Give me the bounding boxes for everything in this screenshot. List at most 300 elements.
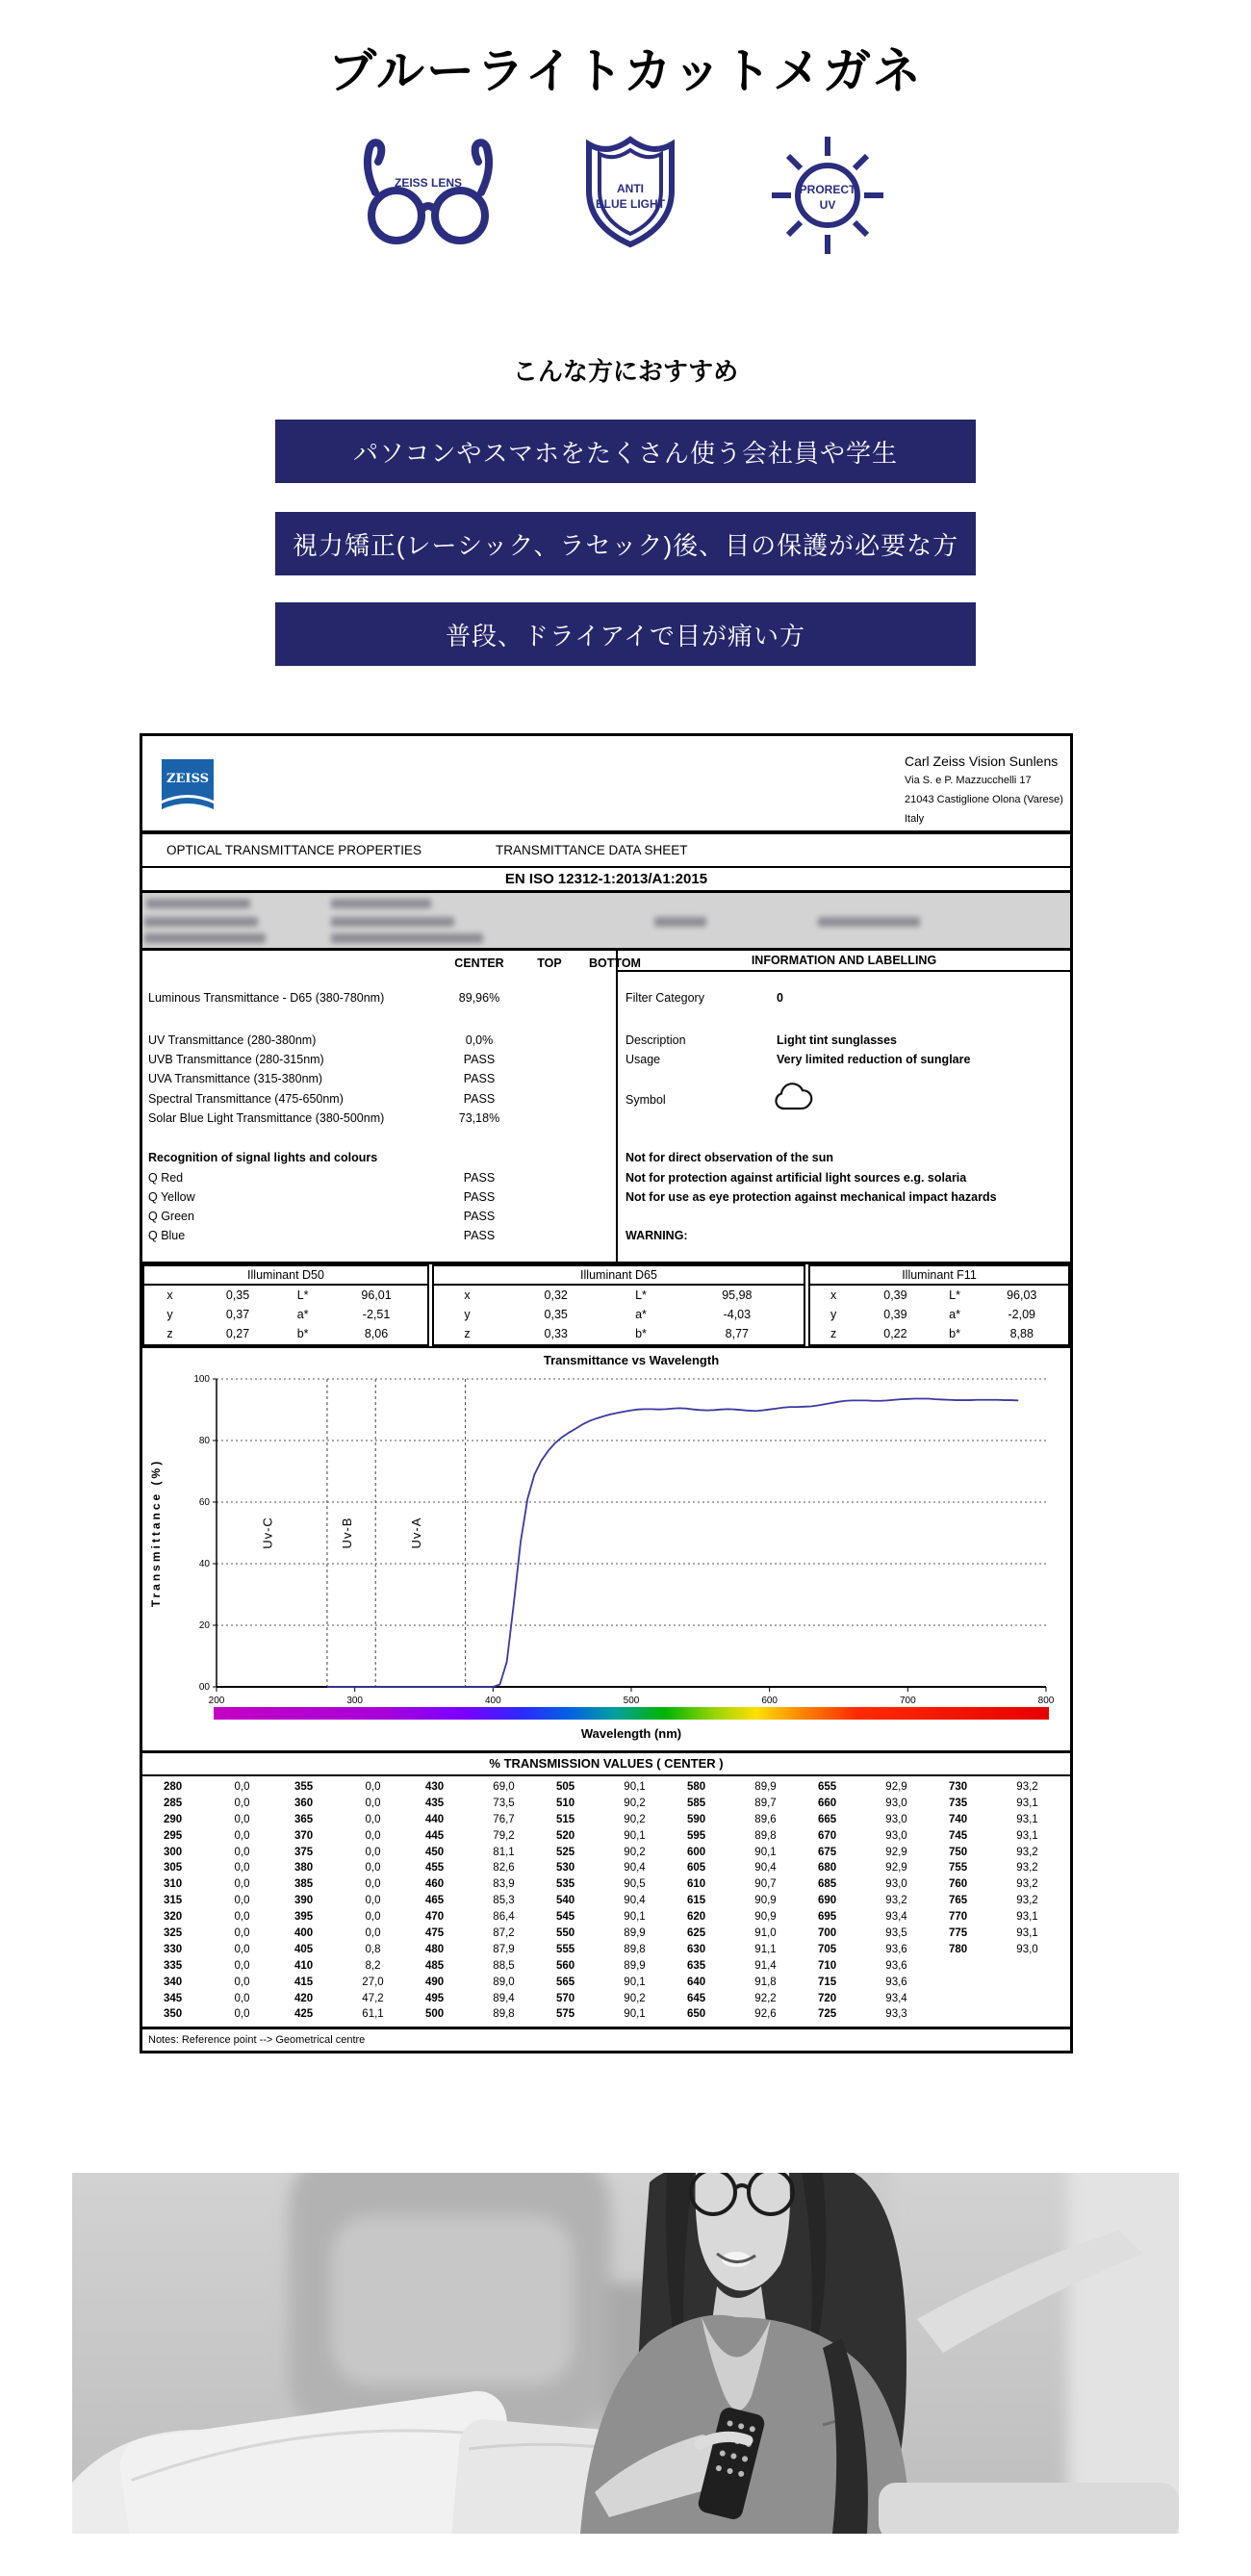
page-title: ブルーライトカットメガネ (328, 44, 923, 98)
transmission-cell: 93,3 (885, 2008, 907, 2021)
transmission-values-table (142, 1776, 1070, 2029)
transmission-cell: 0,0 (234, 2008, 250, 2021)
illuminant-cell: L* (635, 1288, 647, 1302)
wavelength-cell: 585 (687, 1797, 706, 1809)
svg-text:200: 200 (208, 1696, 225, 1706)
transmission-cell: 93,0 (885, 1813, 907, 1825)
svg-text:20: 20 (198, 1620, 210, 1631)
wavelength-cell: 550 (556, 1927, 575, 1940)
transmission-cell: 0,0 (365, 1878, 381, 1891)
transmission-cell: 0,0 (234, 1781, 250, 1793)
illuminant-cell: -2,51 (362, 1308, 391, 1321)
transmission-cell: 90,7 (754, 1878, 777, 1891)
transmission-cell: 93,1 (1016, 1829, 1038, 1842)
illuminant-table-d65: Illuminant D65 x 0,32 L* 95,98 y 0,35 a* -4,03 z 0,33 b* 8,77 (432, 1264, 805, 1346)
illuminant-table-d50: Illuminant D50 x 0,35 L* 96,01 y 0,37 a* -2,51 z 0,27 b* 8,06 (142, 1264, 429, 1346)
transmission-cell: 90,4 (624, 1895, 646, 1907)
wavelength-cell: 590 (687, 1813, 706, 1825)
illuminant-tables (142, 1262, 1070, 1348)
wavelength-cell: 285 (164, 1797, 183, 1809)
illuminant-cell: a* (296, 1308, 309, 1321)
illuminant-cell: 0,39 (883, 1308, 907, 1321)
transmission-cell: 0,0 (365, 1846, 381, 1858)
transmission-cell: 93,4 (885, 1911, 907, 1924)
transmission-cell: 0,0 (365, 1813, 381, 1825)
wavelength-cell: 320 (164, 1911, 183, 1924)
svg-text:300: 300 (346, 1696, 364, 1706)
wavelength-cell (939, 1993, 984, 2009)
wavelength-cell: 665 (818, 1813, 837, 1825)
transmission-cell: 90,9 (754, 1895, 777, 1907)
wavelength-cell: 390 (294, 1895, 314, 1907)
wavelength-cell: 510 (556, 1797, 575, 1809)
wavelength-cell: 650 (687, 2008, 706, 2021)
wavelength-cell: 360 (294, 1797, 314, 1809)
illuminant-cell: 96,01 (361, 1288, 392, 1302)
illuminant-cell: 0,39 (883, 1288, 907, 1302)
wavelength-cell: 730 (949, 1781, 968, 1793)
wavelength-cell: 330 (164, 1943, 183, 1955)
optical-properties-panel (142, 951, 1070, 1262)
transmission-cell: 0,0 (234, 1911, 250, 1924)
illuminant-cell: 0,35 (544, 1308, 568, 1321)
wavelength-cell: 545 (556, 1911, 575, 1924)
svg-text:100: 100 (193, 1374, 210, 1385)
transmission-cell: 83,9 (493, 1878, 515, 1891)
transmission-cell: 93,1 (1016, 1911, 1038, 1924)
wavelength-cell: 685 (818, 1878, 837, 1891)
transmission-cell: 90,1 (624, 1911, 646, 1924)
transmission-cell: 76,7 (493, 1813, 515, 1825)
illuminant-cell: 96,03 (1007, 1288, 1037, 1302)
transmission-cell: 90,9 (754, 1911, 777, 1924)
transmission-cell: 0,0 (234, 1992, 250, 2004)
illuminant-cell: 0,35 (225, 1288, 250, 1302)
illuminant-cell: z (166, 1327, 173, 1340)
transmission-cell: 93,5 (885, 1927, 907, 1940)
information-labelling-panel: INFORMATION AND LABELLING Filter Category 0 Description Light tint sunglasses Usage Very limited reduction of sunglare Symbol Not for direct observation of the sun Not for protection against artificial light sources e.g. solaria Not for use as eye protection against mechanical impact hazards WARNING: (616, 951, 1070, 1262)
wavelength-cell: 560 (556, 1959, 575, 1972)
wavelength-cell: 380 (294, 1862, 314, 1875)
wavelength-cell: 710 (818, 1959, 837, 1972)
wavelength-cell: 335 (164, 1959, 183, 1972)
company-address (905, 752, 1073, 829)
wavelength-cell: 370 (294, 1829, 314, 1842)
wavelength-cell: 450 (425, 1846, 445, 1858)
transmission-cell: 90,1 (624, 2008, 646, 2021)
illuminant-cell: 0,37 (225, 1308, 250, 1321)
signal-row: Q Yellow PASS (148, 1190, 496, 1204)
wavelength-cell: 635 (687, 1959, 706, 1972)
wavelength-cell: 780 (949, 1943, 968, 1955)
sun-label-line1: PRORECT (799, 183, 856, 196)
wavelength-cell: 470 (425, 1911, 445, 1924)
transmission-cell: 0,8 (365, 1943, 381, 1955)
wavelength-cell (939, 1960, 984, 1977)
illuminant-cell: 0,33 (544, 1327, 568, 1340)
wavelength-cell: 775 (949, 1927, 968, 1940)
transmission-cell: 90,1 (624, 1781, 646, 1793)
transmission-cell: 93,0 (885, 1878, 907, 1891)
wavelength-cell: 290 (164, 1813, 183, 1825)
wavelength-cell: 715 (818, 1976, 837, 1988)
datasheet-notes: Notes: Reference point --> Geometrical centre (148, 2034, 366, 2046)
svg-text:Transmittance vs Wavelength: Transmittance vs Wavelength (543, 1353, 720, 1367)
svg-text:Transmittance (%): Transmittance (%) (149, 1458, 163, 1608)
transmission-cell: 92,2 (754, 1992, 777, 2004)
transmission-cell: 86,4 (493, 1911, 515, 1924)
property-row: Spectral Transmittance (475-650nm) PASS (148, 1092, 496, 1106)
wavelength-cell: 365 (294, 1813, 314, 1825)
svg-text:400: 400 (484, 1696, 501, 1706)
transmission-cell: 93,2 (885, 1895, 907, 1907)
transmission-cell: 82,6 (493, 1862, 515, 1875)
illuminant-cell: 8,77 (725, 1327, 750, 1340)
col-header-bottom: BOTTOM (589, 956, 641, 970)
transmission-cell: 90,2 (624, 1813, 646, 1825)
information-labelling-heading: INFORMATION AND LABELLING (618, 951, 1070, 972)
wavelength-cell: 430 (425, 1781, 445, 1793)
transmission-cell: 93,2 (1016, 1862, 1038, 1875)
property-row: UVB Transmittance (280-315nm) PASS (148, 1053, 496, 1066)
wavelength-cell: 575 (556, 2008, 575, 2021)
illuminant-cell: 0,27 (225, 1327, 250, 1340)
svg-text:00: 00 (198, 1682, 210, 1693)
transmission-cell: 89,6 (754, 1813, 777, 1825)
wavelength-cell: 740 (949, 1813, 968, 1825)
transmission-values-heading: % TRANSMISSION VALUES ( CENTER ) (142, 1753, 1070, 1776)
transmission-cell: 0,0 (234, 1829, 250, 1842)
svg-text:Uv-B: Uv-B (340, 1517, 355, 1549)
svg-text:60: 60 (198, 1497, 210, 1508)
transmission-cell: 89,8 (754, 1829, 777, 1842)
wavelength-cell: 625 (687, 1927, 706, 1940)
svg-text:80: 80 (198, 1436, 210, 1446)
transmission-cell: 0,0 (365, 1781, 381, 1793)
wavelength-cell: 675 (818, 1846, 837, 1858)
transmission-cell: 91,4 (754, 1959, 777, 1972)
illuminant-cell: b* (635, 1327, 647, 1340)
recommend-banner-1: パソコンやスマホをたくさん使う会社員や学生 (275, 420, 976, 483)
datasheet-section-titles (142, 834, 1070, 868)
wavelength-cell: 310 (164, 1878, 183, 1891)
wavelength-cell: 660 (818, 1797, 837, 1809)
transmission-cell: 0,0 (365, 1927, 381, 1940)
wavelength-cell: 340 (164, 1976, 183, 1988)
transmission-cell: 93,4 (885, 1992, 907, 2004)
wavelength-cell: 410 (294, 1959, 314, 1972)
wavelength-cell: 595 (687, 1829, 706, 1842)
transmission-cell: 87,9 (493, 1943, 515, 1955)
wavelength-cell: 745 (949, 1829, 968, 1842)
standard-title: EN ISO 12312-1:2013/A1:2015 (142, 868, 1070, 893)
transmission-cell: 90,4 (754, 1862, 777, 1875)
wavelength-cell: 480 (425, 1943, 445, 1955)
signal-row: Q Blue PASS (148, 1229, 496, 1242)
wavelength-cell: 475 (425, 1927, 445, 1940)
transmission-cell: 89,9 (624, 1959, 646, 1972)
wavelength-cell: 645 (687, 1992, 706, 2004)
wavelength-cell: 750 (949, 1846, 968, 1858)
signals-heading: Recognition of signal lights and colours (148, 1151, 378, 1164)
transmission-cell: 0,0 (234, 1976, 250, 1988)
wavelength-cell: 350 (164, 2008, 183, 2021)
wavelength-cell: 720 (818, 1992, 837, 2004)
wavelength-cell: 445 (425, 1829, 445, 1842)
wavelength-cell: 640 (687, 1976, 706, 1988)
wavelength-cell: 705 (818, 1943, 837, 1955)
transmission-cell: 92,9 (885, 1862, 907, 1875)
transmission-cell: 93,0 (885, 1829, 907, 1842)
wavelength-cell: 400 (294, 1927, 314, 1940)
wavelength-cell: 305 (164, 1862, 183, 1875)
shield-label-line1: ANTI (617, 182, 644, 195)
svg-text:700: 700 (899, 1696, 916, 1706)
transmission-cell: 90,5 (624, 1878, 646, 1891)
transmission-cell (984, 1977, 1070, 1993)
col-header-center: CENTER (454, 956, 504, 970)
transmission-cell: 90,2 (624, 1797, 646, 1809)
transmission-cell: 0,0 (234, 1878, 250, 1891)
wavelength-cell: 500 (425, 2008, 445, 2021)
transmission-cell: 93,0 (1016, 1943, 1038, 1955)
wavelength-cell: 415 (294, 1976, 314, 1988)
wavelength-cell: 580 (687, 1781, 706, 1793)
transmission-cell: 0,0 (365, 1895, 381, 1907)
wavelength-cell: 535 (556, 1878, 575, 1891)
wavelength-cell: 615 (687, 1895, 706, 1907)
transmission-cell (984, 2008, 1070, 2025)
illuminant-cell: y (830, 1308, 837, 1321)
wavelength-cell: 765 (949, 1895, 968, 1907)
transmission-cell: 93,6 (885, 1943, 907, 1955)
notice-line: Not for direct observation of the sun (626, 1151, 833, 1164)
transmission-cell: 93,1 (1016, 1797, 1038, 1809)
wavelength-cell: 355 (294, 1781, 314, 1793)
transmission-cell: 93,2 (1016, 1878, 1038, 1891)
wavelength-cell: 520 (556, 1829, 575, 1842)
company-address-line2: 21043 Castiglione Olona (Varese) (905, 794, 1063, 805)
shield-label-line2: BLUE LIGHT (596, 197, 665, 211)
transmission-cell: 91,0 (754, 1927, 777, 1940)
transmission-cell: 92,9 (885, 1846, 907, 1858)
wavelength-cell: 695 (818, 1911, 837, 1924)
zeiss-logo-text: ZEISS (166, 772, 209, 786)
property-row: Solar Blue Light Transmittance (380-500nm) 73,18% (148, 1111, 500, 1125)
col-header-top: TOP (537, 956, 562, 970)
transmission-cell: 92,6 (754, 2008, 777, 2021)
property-row: UV Transmittance (280-380nm) 0,0% (148, 1033, 494, 1047)
svg-text:600: 600 (761, 1696, 779, 1706)
illuminant-cell: 0,32 (544, 1288, 568, 1302)
transmission-cell: 87,2 (493, 1927, 515, 1940)
anti-blue-light-shield-icon (581, 133, 679, 255)
wavelength-cell: 670 (818, 1829, 837, 1842)
wavelength-cell: 725 (818, 2008, 837, 2021)
svg-text:Wavelength (nm): Wavelength (nm) (580, 1726, 682, 1741)
transmission-cell: 89,9 (624, 1927, 646, 1940)
wavelength-cell: 565 (556, 1976, 575, 1988)
transmission-cell: 61,1 (362, 2008, 384, 2021)
transmission-cell: 89,8 (493, 2008, 515, 2021)
transmission-cell: 0,0 (234, 1959, 250, 1972)
transmission-cell: 93,1 (1016, 1813, 1038, 1825)
signal-row: Q Red PASS (148, 1171, 496, 1185)
wavelength-cell: 485 (425, 1959, 445, 1972)
transmission-cell: 91,1 (754, 1943, 777, 1955)
illuminant-cell: x (464, 1288, 471, 1302)
transmission-cell: 89,7 (754, 1797, 777, 1809)
transmission-cell: 85,3 (493, 1895, 515, 1907)
wavelength-cell: 300 (164, 1846, 183, 1858)
wavelength-cell: 425 (294, 2008, 314, 2021)
transmission-cell: 69,0 (493, 1781, 515, 1793)
transmission-cell: 0,0 (234, 1846, 250, 1858)
wavelength-cell: 735 (949, 1797, 968, 1809)
sun-label-line2: UV (819, 198, 836, 212)
woman-on-couch-illustration (72, 2173, 1179, 2534)
properties-header-row (142, 956, 641, 970)
transmission-cell: 90,4 (624, 1862, 646, 1875)
wavelength-cell: 605 (687, 1862, 706, 1875)
transmission-cell: 88,5 (493, 1959, 515, 1972)
illuminant-cell: a* (949, 1308, 960, 1321)
illuminant-cell: b* (949, 1327, 960, 1340)
illuminant-cell: z (830, 1327, 837, 1340)
transmission-cell: 0,0 (365, 1829, 381, 1842)
transmission-cell: 91,8 (754, 1976, 777, 1988)
illuminant-cell: y (464, 1308, 471, 1321)
wavelength-cell: 420 (294, 1992, 314, 2004)
transmission-cell: 81,1 (493, 1846, 515, 1858)
wavelength-cell: 315 (164, 1895, 183, 1907)
wavelength-cell: 460 (425, 1878, 445, 1891)
illuminant-cell: 8,88 (1009, 1327, 1034, 1340)
transmission-cell (984, 1960, 1070, 1977)
wavelength-cell: 345 (164, 1992, 183, 2004)
transmission-cell: 0,0 (365, 1797, 381, 1809)
wavelength-cell: 395 (294, 1911, 314, 1924)
warning-label: WARNING: (626, 1229, 688, 1242)
property-row: UVA Transmittance (315-380nm) PASS (148, 1072, 496, 1085)
wavelength-cell (939, 1977, 984, 1993)
transmission-cell: 93,0 (885, 1797, 907, 1809)
section-title-left: OPTICAL TRANSMITTANCE PROPERTIES (166, 843, 422, 857)
signal-row: Q Green PASS (148, 1210, 496, 1223)
transmission-cell: 0,0 (234, 1862, 250, 1875)
wavelength-cell: 655 (818, 1781, 837, 1793)
transmission-cell: 92,9 (885, 1781, 907, 1793)
transmission-cell: 90,2 (624, 1992, 646, 2004)
transmission-cell: 93,6 (885, 1959, 907, 1972)
transmission-cell: 89,8 (624, 1943, 646, 1955)
properties-table (142, 951, 641, 1262)
lifestyle-photo (72, 2173, 1179, 2534)
transmission-cell: 93,1 (1016, 1927, 1038, 1940)
wavelength-cell: 755 (949, 1862, 968, 1875)
svg-text:Uv-C: Uv-C (260, 1517, 275, 1549)
wavelength-cell: 325 (164, 1927, 183, 1940)
svg-text:800: 800 (1037, 1696, 1055, 1706)
illuminant-cell: x (830, 1288, 837, 1302)
transmission-cell: 8,2 (365, 1959, 381, 1972)
transmission-cell: 0,0 (234, 1797, 250, 1809)
recommend-heading: こんな方におすすめ (512, 357, 739, 386)
svg-text:500: 500 (623, 1696, 640, 1706)
illuminant-table-f11: Illuminant F11 x 0,39 L* 96,03 y 0,39 a* -2,09 z 0,22 b* 8,88 (808, 1264, 1070, 1346)
wavelength-cell: 375 (294, 1846, 314, 1858)
wavelength-cell: 280 (164, 1781, 183, 1793)
transmission-cell: 90,2 (624, 1846, 646, 1858)
transmission-cell: 47,2 (362, 1992, 384, 2004)
transmission-cell: 89,0 (493, 1976, 515, 1988)
wavelength-cell: 525 (556, 1846, 575, 1858)
transmittance-datasheet (140, 733, 1073, 2053)
illuminant-cell: z (464, 1327, 471, 1340)
transmission-cell: 90,1 (624, 1829, 646, 1842)
wavelength-cell: 540 (556, 1895, 575, 1907)
wavelength-cell: 440 (425, 1813, 445, 1825)
transmission-cell: 0,0 (234, 1895, 250, 1907)
transmission-cell: 0,0 (234, 1813, 250, 1825)
wavelength-cell: 295 (164, 1829, 183, 1842)
wavelength-cell: 555 (556, 1943, 575, 1955)
zeiss-logo (162, 759, 214, 809)
wavelength-cell: 435 (425, 1797, 445, 1809)
transmission-cell: 0,0 (365, 1862, 381, 1875)
illuminant-cell: a* (635, 1308, 647, 1321)
wavelength-cell: 465 (425, 1895, 445, 1907)
svg-text:Uv-A: Uv-A (408, 1517, 423, 1549)
badge-icon-row (0, 133, 1251, 263)
wavelength-cell: 405 (294, 1943, 314, 1955)
transmission-cell: 89,9 (754, 1781, 777, 1793)
transmission-cell: 93,2 (1016, 1846, 1038, 1858)
zeiss-lens-label: ZEISS LENS (394, 176, 463, 190)
illuminant-cell: 8,06 (364, 1327, 389, 1340)
notice-line: Not for use as eye protection against mechanical impact hazards (626, 1190, 997, 1204)
svg-text:40: 40 (198, 1559, 210, 1569)
transmittance-vs-wavelength-plot (142, 1348, 1070, 1748)
wavelength-cell: 770 (949, 1911, 968, 1924)
transmission-cell: 27,0 (362, 1976, 384, 1988)
illuminant-cell: L* (949, 1288, 960, 1302)
wavelength-cell: 505 (556, 1781, 575, 1793)
notice-line: Not for protection against artificial light sources e.g. solaria (626, 1171, 967, 1185)
company-address-line1: Via S. e P. Mazzucchelli 17 (905, 775, 1032, 786)
company-address-line3: Italy (905, 813, 925, 825)
illuminant-cell: -2,09 (1008, 1308, 1035, 1321)
illuminant-cell: x (166, 1288, 173, 1302)
transmission-cell: 90,1 (754, 1846, 777, 1858)
datasheet-header (142, 736, 1070, 834)
wavelength-cell: 530 (556, 1862, 575, 1875)
wavelength-cell: 690 (818, 1895, 837, 1907)
section-title-right: TRANSMITTANCE DATA SHEET (496, 843, 688, 857)
cloud-icon (772, 1080, 822, 1114)
wavelength-cell: 385 (294, 1878, 314, 1891)
protect-uv-sun-icon (762, 133, 893, 263)
illuminant-cell: y (166, 1308, 173, 1321)
illuminant-cell: b* (296, 1327, 309, 1340)
transmission-cell: 0,0 (234, 1943, 250, 1955)
transmission-cell: 89,4 (493, 1992, 515, 2004)
wavelength-cell: 570 (556, 1992, 575, 2004)
wavelength-cell: 610 (687, 1878, 706, 1891)
illuminant-cell: -4,03 (723, 1308, 752, 1321)
illuminant-cell: L* (296, 1288, 309, 1302)
zeiss-lens-glasses-icon (358, 133, 498, 251)
